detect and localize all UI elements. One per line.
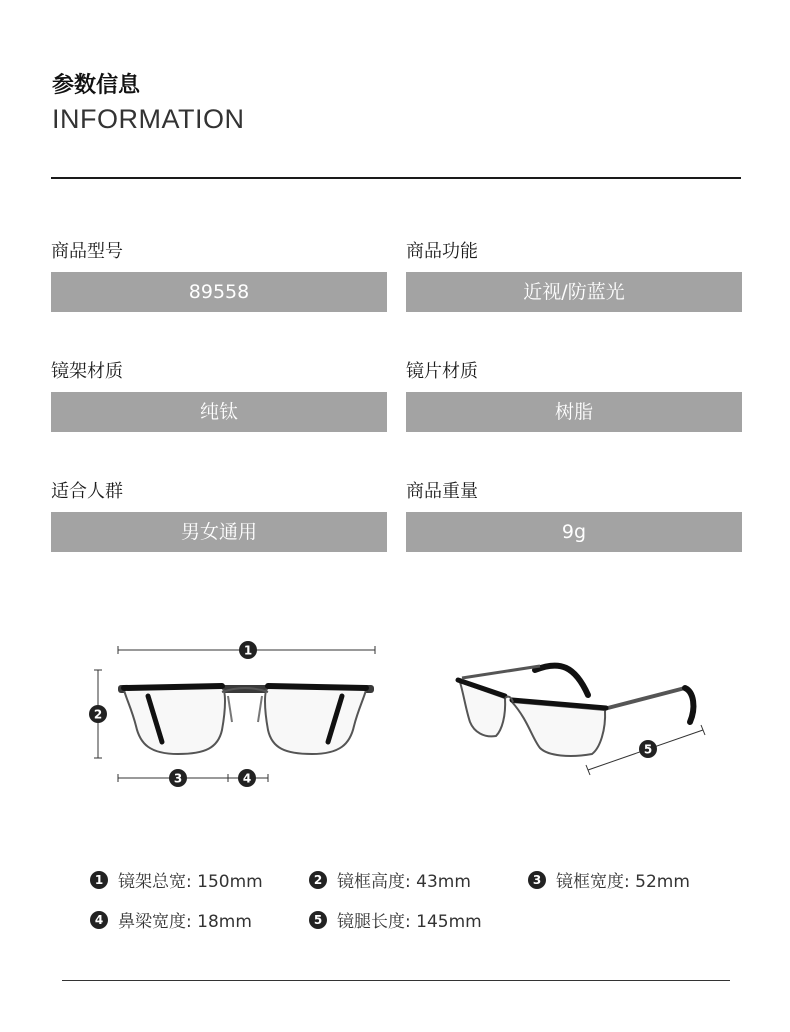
spec-label: 商品功能 (406, 241, 478, 262)
glasses-dimension-diagram (0, 630, 790, 800)
legend-text: 鼻梁宽度: 18mm (118, 912, 252, 932)
spec-value: 近视/防蓝光 (406, 272, 742, 312)
spec-value: 9g (406, 512, 742, 552)
spec-weight (406, 480, 742, 552)
marker-2 (89, 705, 107, 723)
spec-frame-material (51, 360, 387, 432)
header-divider (51, 177, 741, 179)
spec-value: 纯钛 (51, 392, 387, 432)
spec-value: 树脂 (406, 392, 742, 432)
marker-3 (169, 769, 187, 787)
legend-item (309, 867, 471, 892)
marker-4 (238, 769, 256, 787)
legend-item (309, 907, 482, 932)
legend-text: 镜腿长度: 145mm (337, 912, 482, 932)
spec-label: 镜架材质 (51, 361, 123, 382)
legend-text: 镜架总宽: 150mm (118, 872, 263, 892)
spec-label: 商品型号 (51, 241, 123, 262)
legend-item (90, 867, 263, 892)
spec-model (51, 240, 387, 312)
legend-text: 镜框高度: 43mm (337, 872, 471, 892)
svg-text:2: 2 (93, 707, 103, 722)
marker-1 (239, 641, 257, 659)
legend-item (528, 867, 690, 892)
glasses-angled-view (458, 666, 693, 756)
marker-5 (639, 740, 657, 758)
glasses-front-view (118, 685, 374, 754)
svg-text:5: 5 (643, 742, 653, 757)
page-title-cn: 参数信息 (52, 73, 141, 98)
legend-number-badge: 2 (309, 871, 327, 889)
spec-value: 89558 (51, 272, 387, 312)
legend-number-badge: 5 (309, 911, 327, 929)
legend-number-badge: 4 (90, 911, 108, 929)
page-title-en: INFORMATION (52, 104, 245, 134)
spec-label: 镜片材质 (406, 361, 478, 382)
spec-function (406, 240, 742, 312)
svg-text:3: 3 (173, 771, 183, 786)
legend-number-badge: 1 (90, 871, 108, 889)
legend-text: 镜框宽度: 52mm (556, 872, 690, 892)
svg-text:1: 1 (243, 643, 253, 658)
spec-audience (51, 480, 387, 552)
svg-text:4: 4 (242, 771, 252, 786)
spec-lens-material (406, 360, 742, 432)
spec-value: 男女通用 (51, 512, 387, 552)
spec-label: 适合人群 (51, 481, 123, 502)
legend-item (90, 907, 252, 932)
footer-divider (62, 980, 730, 981)
legend-number-badge: 3 (528, 871, 546, 889)
spec-label: 商品重量 (406, 481, 478, 502)
